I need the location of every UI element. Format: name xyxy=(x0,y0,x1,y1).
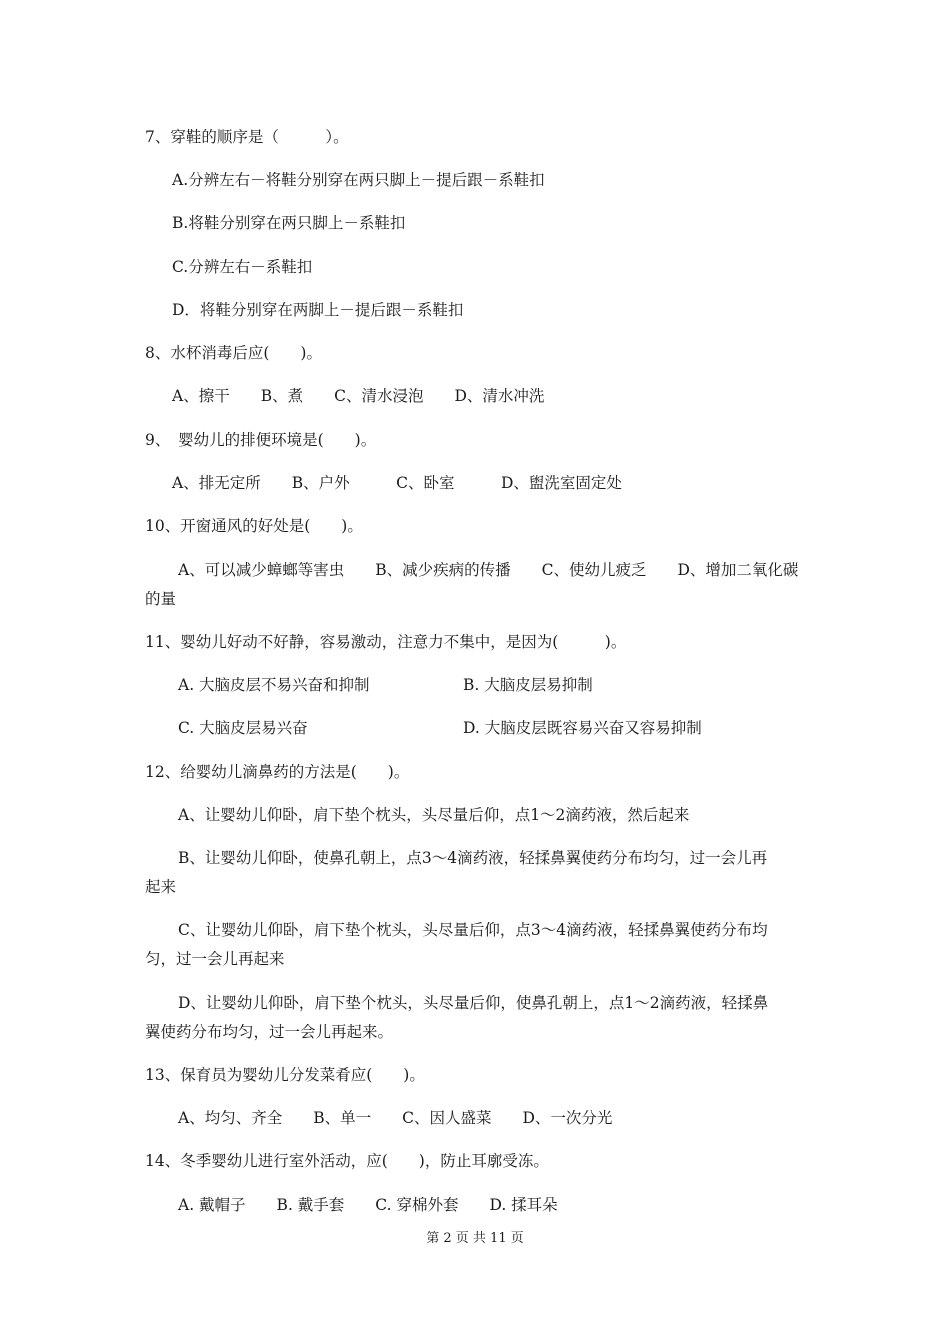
question-7-option-b: B.将鞋分别穿在两只脚上－系鞋扣 xyxy=(172,214,406,232)
page-footer: 第 2 页 共 11 页 xyxy=(426,1231,524,1246)
question-9-stem: 9、 婴幼儿的排便环境是( )。 xyxy=(145,431,377,449)
question-10-options-continued: 的量 xyxy=(145,590,177,608)
question-12-option-c: C、让婴幼儿仰卧，肩下垫个枕头，头尽量后仰，点3～4滴药液，轻揉鼻翼使药分布均 xyxy=(178,921,768,939)
question-12-option-a: A、让婴幼儿仰卧，肩下垫个枕头，头尽量后仰，点1～2滴药液，然后起来 xyxy=(178,806,690,824)
question-11-stem: 11、婴幼儿好动不好静，容易激动，注意力不集中，是因为( )。 xyxy=(145,633,627,651)
question-12-option-b-continued: 起来 xyxy=(145,878,177,896)
question-11-option-b: B. 大脑皮层易抑制 xyxy=(463,676,593,694)
question-7-option-a: A.分辨左右－将鞋分别穿在两只脚上－提后跟－系鞋扣 xyxy=(172,171,545,189)
question-12-option-b: B、让婴幼儿仰卧，使鼻孔朝上，点3～4滴药液，轻揉鼻翼使药分布均匀，过一会儿再 xyxy=(178,849,768,867)
question-11-option-c: C. 大脑皮层易兴奋 xyxy=(178,719,308,737)
question-13-options: A、均匀、齐全 B、单一 C、因人盛菜 D、一次分光 xyxy=(178,1109,613,1127)
question-7-option-c: C.分辨左右－系鞋扣 xyxy=(172,258,313,276)
question-12-option-d: D、让婴幼儿仰卧，肩下垫个枕头，头尽量后仰，使鼻孔朝上，点1～2滴药液，轻揉鼻 xyxy=(178,994,769,1012)
question-14-options: A. 戴帽子 B. 戴手套 C. 穿棉外套 D. 揉耳朵 xyxy=(178,1196,558,1214)
question-10-options: A、可以减少蟑螂等害虫 B、减少疾病的传播 C、使幼儿疲乏 D、增加二氧化碳 xyxy=(178,561,799,579)
question-13-stem: 13、保育员为婴幼儿分发菜肴应( )。 xyxy=(145,1066,425,1084)
question-9-options: A、排无定所 B、户外 C、卧室 D、盥洗室固定处 xyxy=(172,474,622,492)
question-14-stem: 14、冬季婴幼儿进行室外活动，应( )，防止耳廓受冻。 xyxy=(145,1152,549,1170)
question-11-option-d: D. 大脑皮层既容易兴奋又容易抑制 xyxy=(463,719,702,737)
question-10-stem: 10、开窗通风的好处是( )。 xyxy=(145,517,363,535)
question-8-stem: 8、水杯消毒后应( )。 xyxy=(145,344,322,362)
question-12-stem: 12、给婴幼儿滴鼻药的方法是( )。 xyxy=(145,763,410,781)
question-11-option-a: A. 大脑皮层不易兴奋和抑制 xyxy=(178,676,370,694)
question-7-option-d: D．将鞋分别穿在两脚上－提后跟－系鞋扣 xyxy=(172,301,464,319)
question-7-stem: 7、穿鞋的顺序是（ ）。 xyxy=(145,128,349,146)
question-12-option-d-continued: 翼使药分布均匀，过一会儿再起来。 xyxy=(145,1023,394,1041)
question-12-option-c-continued: 匀，过一会儿再起来 xyxy=(145,950,285,968)
question-8-options: A、擦干 B、煮 C、清水浸泡 D、清水冲洗 xyxy=(172,387,545,405)
